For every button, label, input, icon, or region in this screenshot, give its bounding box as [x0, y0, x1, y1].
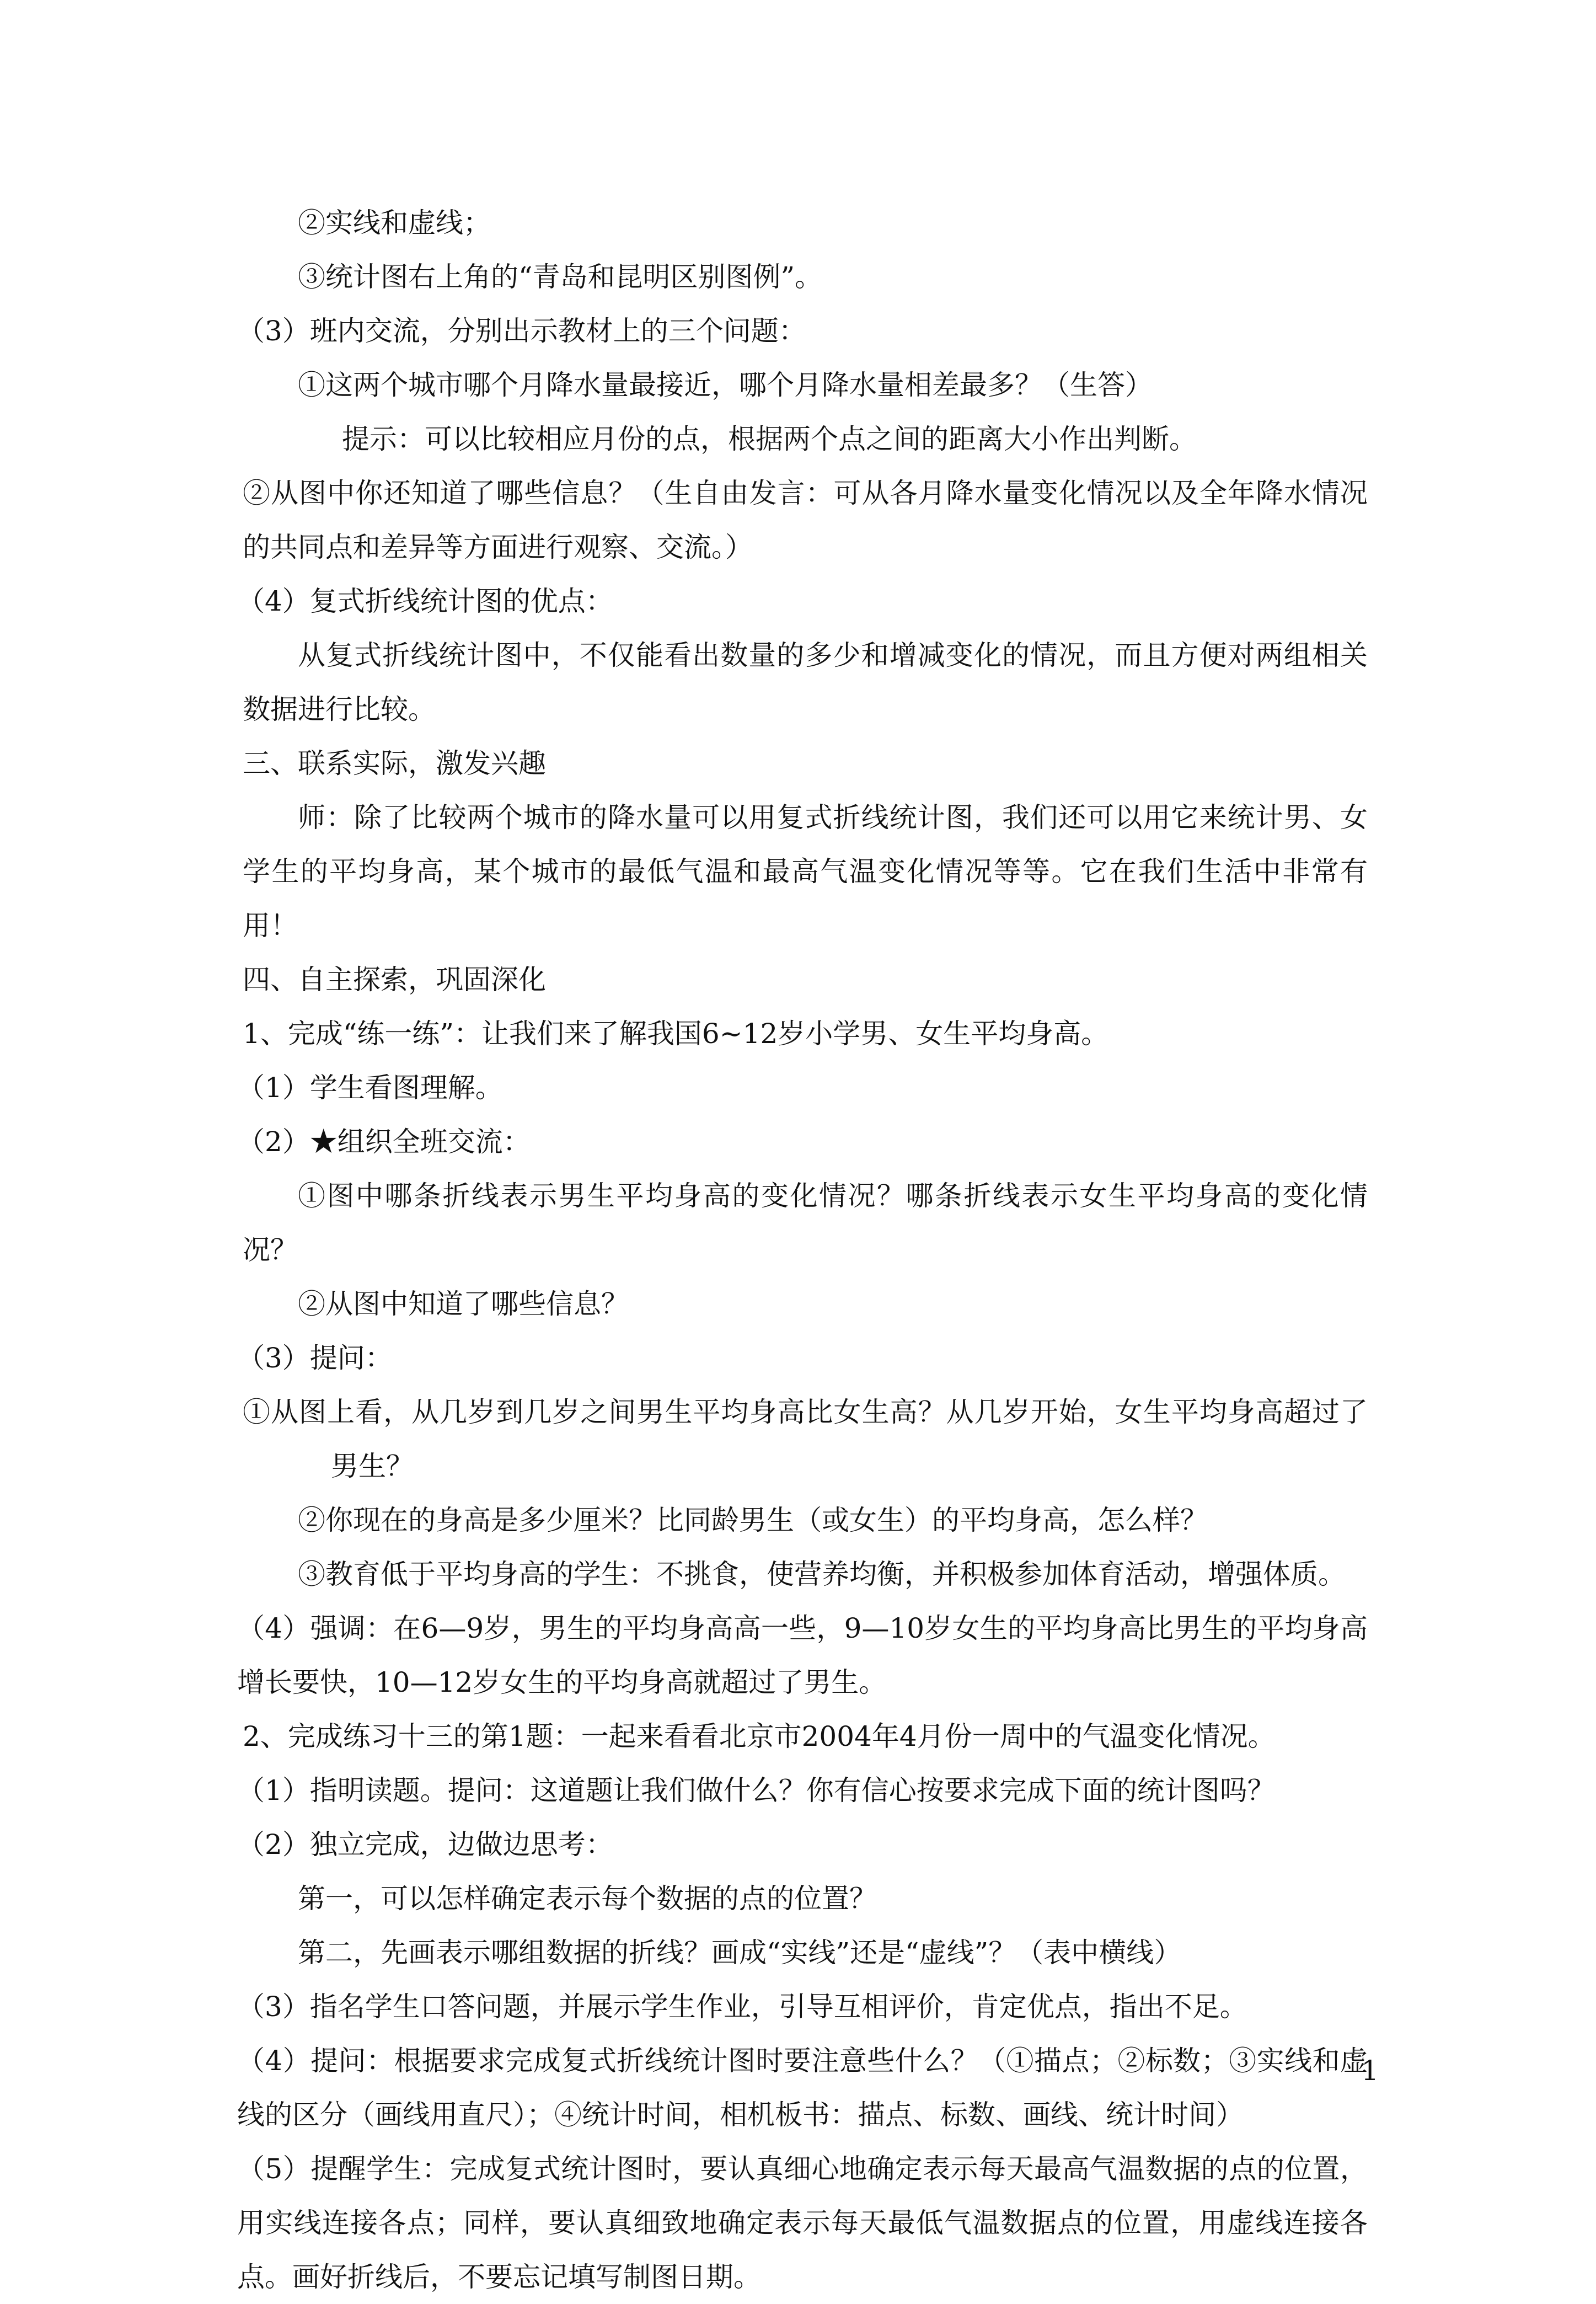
paragraph: （3）提问：: [237, 1342, 393, 1374]
paragraph: ③统计图右上角的“青岛和昆明区别图例”。: [298, 261, 823, 293]
paragraph: ①图中哪条折线表示男生平均身高的变化情况？哪条折线表示女生平均身高的变化情况？: [243, 1180, 1368, 1266]
paragraph: （3）班内交流，分别出示教材上的三个问题：: [237, 315, 806, 347]
page-body: [237, 196, 1368, 2304]
paragraph: （3）指名学生口答问题，并展示学生作业，引导互相评价，肯定优点，指出不足。: [237, 1991, 1247, 2023]
paragraph: 师：除了比较两个城市的降水量可以用复式折线统计图，我们还可以用它来统计男、女学生的平均身高，某个城市的最低气温和最高气温变化情况等等。它在我们生活中非常有用！: [243, 801, 1368, 942]
paragraph: ①这两个城市哪个月降水量最接近，哪个月降水量相差最多？（生答）: [298, 369, 1153, 401]
paragraph: （1）学生看图理解。: [237, 1072, 503, 1104]
page-number: 1: [1361, 2055, 1379, 2087]
paragraph: （4）复式折线统计图的优点：: [237, 585, 613, 617]
paragraph: 1、完成“练一练”：让我们来了解我国6~12岁小学男、女生平均身高。: [243, 1018, 1109, 1050]
paragraph: 2、完成练习十三的第1题：一起来看看北京市2004年4月份一周中的气温变化情况。: [243, 1720, 1276, 1752]
paragraph: ①从图上看，从几岁到几岁之间男生平均身高比女生高？从几岁开始，女生平均身高超过了男生？: [243, 1396, 1368, 1482]
paragraph: ②实线和虚线；: [298, 207, 491, 239]
section-heading: 四、自主探索，巩固深化: [243, 964, 546, 996]
paragraph: （4）强调：在6—9岁，男生的平均身高高一些，9—10岁女生的平均身高比男生的平均身高增长要快，10—12岁女生的平均身高就超过了男生。: [237, 1612, 1368, 1698]
paragraph: （2）★组织全班交流：: [237, 1126, 531, 1158]
paragraph: ②你现在的身高是多少厘米？比同龄男生（或女生）的平均身高，怎么样？: [298, 1504, 1208, 1536]
paragraph: （5）提醒学生：完成复式统计图时，要认真细心地确定表示每天最高气温数据的点的位置，用实线连接各点；同样，要认真细致地确定表示每天最低气温数据点的位置，用虚线连接各点。画好折线后，不要忘记填写制图日期。: [237, 2153, 1368, 2293]
paragraph: 第二，先画表示哪组数据的折线？画成“实线”还是“虚线”？（表中横线）: [298, 1937, 1182, 1969]
paragraph: 提示：可以比较相应月份的点，根据两个点之间的距离大小作出判断。: [342, 423, 1197, 455]
section-heading: 三、联系实际，激发兴趣: [243, 747, 546, 779]
paragraph: ②从图中知道了哪些信息？: [298, 1288, 629, 1320]
paragraph: （1）指明读题。提问：这道题让我们做什么？你有信心按要求完成下面的统计图吗？: [237, 1774, 1275, 1806]
paragraph: ②从图中你还知道了哪些信息？（生自由发言：可从各月降水量变化情况以及全年降水情况的共同点和差异等方面进行观察、交流。）: [243, 477, 1368, 563]
paragraph: （4）提问：根据要求完成复式折线统计图时要注意些什么？（①描点；②标数；③实线和虚线的区分（画线用直尺）；④统计时间，相机板书：描点、标数、画线、统计时间）: [237, 2045, 1368, 2131]
paragraph: ③教育低于平均身高的学生：不挑食，使营养均衡，并积极参加体育活动，增强体质。: [298, 1558, 1346, 1590]
paragraph: 第一，可以怎样确定表示每个数据的点的位置？: [298, 1883, 877, 1915]
paragraph: 从复式折线统计图中，不仅能看出数量的多少和增减变化的情况，而且方便对两组相关数据进行比较。: [243, 639, 1368, 725]
paragraph: （2）独立完成，边做边思考：: [237, 1829, 613, 1861]
